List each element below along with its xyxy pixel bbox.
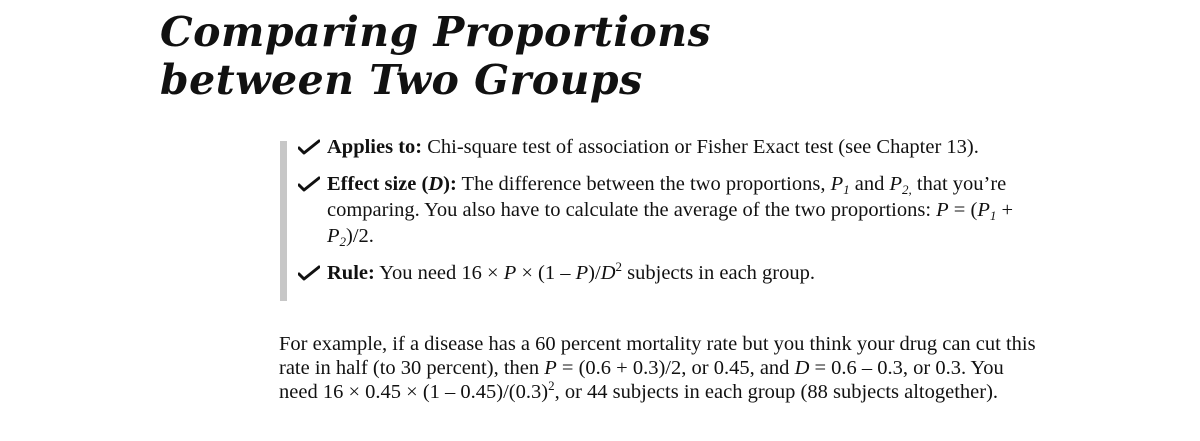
sidebar-rule [280,141,287,301]
bullet-rule [298,260,1018,286]
var-p2: $P_{2,}$ [889,173,912,197]
conjunction: and [854,173,885,195]
rule-formula: You need $16 \times P \times (1 - P)/D^2$ subjects in each group. [379,259,816,284]
var-p1: $P_1$ [830,173,850,197]
example-paragraph: For example, if a disease has a 60 percent mortality rate but you think your drug can cut this rate in half (to 30 percent), then P = (0.6 + 0.3)/2, or 0.45, and D = 0.6 – 0.3, or 0.3. You need $16 \times 0.45 \times (1 - 0.45)/(0.3)^2$, or 44 subjects in each group (88 subjects altogether). [279,333,1036,403]
bullet-text: The difference between the two proportions, [461,173,826,195]
checkmark-icon [298,139,320,155]
checkmark-icon [298,265,320,281]
bullet-effect-size [298,171,1018,249]
formula: $P = (P_1 + P_2)/2$. [327,199,1014,249]
bullet-label: Effect size (D): [327,173,457,195]
checkmark-icon [298,176,320,192]
heading-line-2: between Two Groups [160,56,643,104]
bullet-applies-to [298,134,1018,160]
heading-line-1: Comparing Proportions [160,8,712,56]
bullet-list [298,134,1018,297]
section-heading [160,8,711,104]
bullet-label: Rule: [327,262,375,284]
bullet-label: Applies to: [327,136,423,158]
bullet-text: Chi-square test of association or Fisher Exact test (see Chapter 13). [427,136,979,158]
bullet-text-continued: that you’re comparing. You also have to calculate the average of the two proportions: [327,173,1007,221]
